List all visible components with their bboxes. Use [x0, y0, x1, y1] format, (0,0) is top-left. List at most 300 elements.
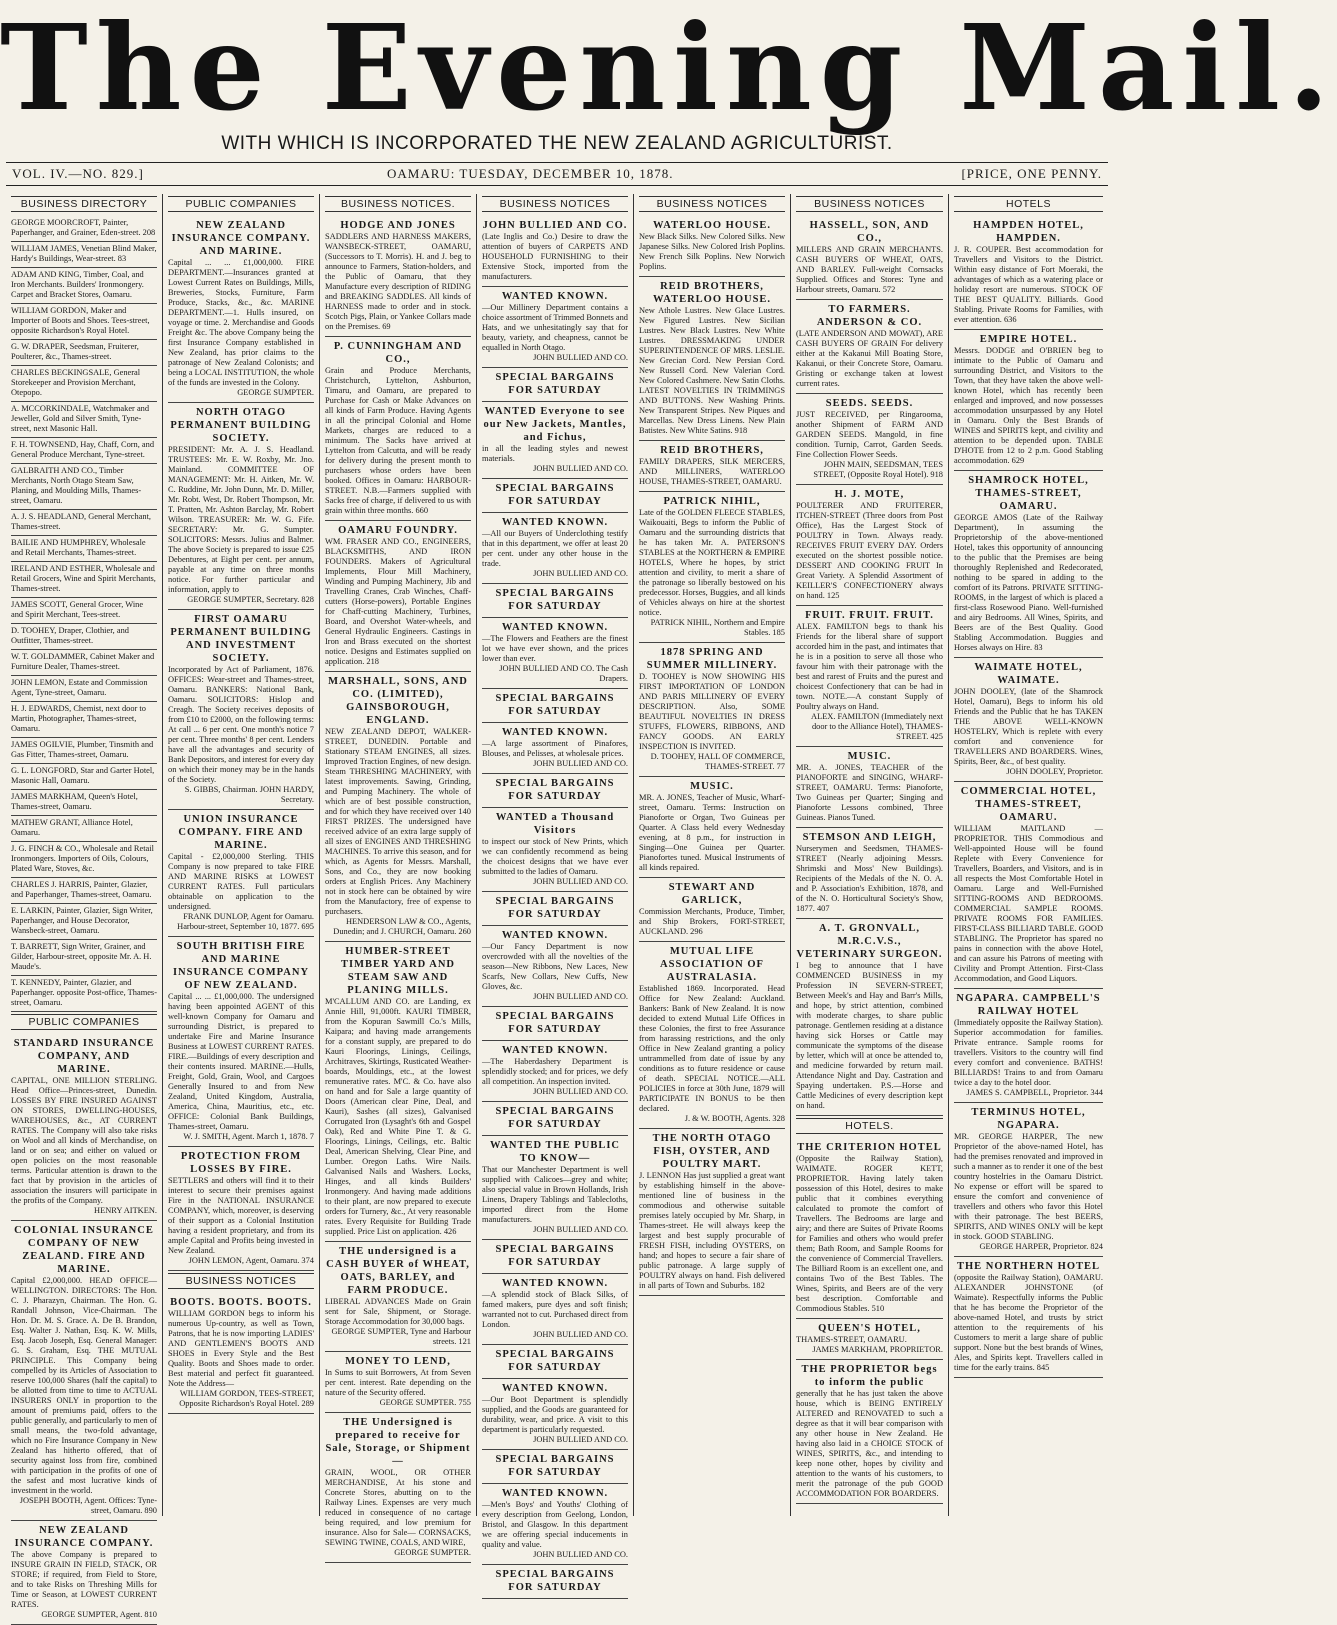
ad-title: BOOTS. BOOTS. BOOTS.	[170, 1297, 312, 1308]
ad-signature: JOHN DOOLEY, Proprietor.	[1006, 767, 1103, 776]
advertisement	[168, 937, 314, 1147]
ad-body: Nurserymen and Seedsmen, THAMES-STREET (Nearly adjoining Messrs. Shrimski and Moss' New Buildings). Recipients of the Medals of the N. O. A. and P. Association's Exhibition, 1878, and of the N. O. Horticultural Society's Show, 1877. 407	[796, 844, 943, 913]
volume-number: VOL. IV.—NO. 829.]	[12, 166, 144, 181]
advertisement	[639, 777, 785, 878]
ad-title: WANTED Everyone to see our New Jackets, Mantles, and Fichus,	[483, 406, 627, 443]
ad-title: SEEDS. SEEDS.	[825, 398, 914, 409]
ad-body: Capital - £2,000,000 Sterling. THIS Company is now prepared to take FIRE AND MARINE RISKS at LOWEST CURRENT RATES. Full particulars obtainable on application to the undersigned.	[168, 852, 314, 911]
advertisement	[482, 1041, 628, 1102]
ad-title: STANDARD INSURANCE COMPANY, AND MARINE.	[13, 1038, 155, 1075]
directory-entry	[11, 816, 157, 842]
ad-title: WANTED KNOWN.	[501, 930, 609, 941]
ad-body: JUST RECEIVED, per Ringarooma, another Shipment of FARM AND GARDEN SEEDS. Mangold, in fine condition. Turnip, Carrot, Garden Seeds. Fine Collection Flower Seeds.	[796, 410, 943, 459]
advertisement	[482, 892, 628, 926]
ad-title: QUEEN'S HOTEL,	[818, 1323, 921, 1334]
directory-entry-text: T. KENNEDY, Painter, Glazier, and Paperhanger. opposite Post-office, Thames-street, Oamaru.	[11, 978, 157, 1007]
ad-signature: GEORGE SUMPTER, Agent. 810	[41, 1610, 157, 1619]
directory-entry	[11, 940, 157, 976]
ad-title: MUSIC.	[847, 751, 892, 762]
ad-title: WAIMATE HOTEL, WAIMATE.	[974, 662, 1083, 686]
ad-body: CAPITAL, ONE MILLION STERLING. Head Office—Princes-street, Dunedin. LOSSES BY FIRE INSURED AGAINST ON STORES, DWELLING-HOUSES, WAREHOUSES, &c., AT CURRENT RATES. The Company will also take risks on Wool and all kinds of Merchandise, on land or on sea; and either on valued or open policies on the most reasonable terms. Particular attention is drawn to the fact that by provision in the articles of association the insurers will participate in the profits of the Company.	[11, 1076, 157, 1205]
advertisement	[796, 300, 943, 394]
ad-signature: JAMES MARKHAM, PROPRIETOR.	[812, 1345, 943, 1354]
ad-title: EMPIRE HOTEL.	[979, 334, 1078, 345]
ad-signature: GEORGE SUMPTER. 755	[379, 1398, 471, 1407]
dateline	[12, 166, 1102, 182]
ad-body: Established 1869. Incorporated. Head Office for New Zealand: Auckland. Bankers: Bank of New Zealand. It is now decided to extend Mutual Life Offices in these Colonies, the first to free Assurance from harassing restrictions, and the only Office in New Zealand granting a policy untrammelled from date of issue by any conditions as to future residence or cause of death. SPECIAL NOTICE.—ALL POLICIES in force at 30th June, 1879 will PARTICIPATE IN BONUS to be then declared.	[639, 984, 785, 1113]
ad-title: SPECIAL BARGAINS FOR SATURDAY	[495, 1106, 615, 1130]
advertisement	[482, 287, 628, 368]
ad-body: That our Manchester Department is well supplied with Calicoes—grey and white; also special value in Brown Hollands, Irish Linens, Drapery Tablings and Tablecloths, imported direct from the Home manufacturers.	[482, 1165, 628, 1224]
issue-date: OAMARU: TUESDAY, DECEMBER 10, 1878.	[387, 166, 674, 181]
ad-title: WANTED THE PUBLIC TO KNOW—	[490, 1140, 620, 1164]
ad-signature: JOHN BULLIED AND CO. The Cash Drapers.	[499, 664, 628, 683]
ad-body: GEORGE AMOS (Late of the Railway Department), In assuming the Proprietorship of the above-mentioned Hotel, takes this opportunity of announcing to the public that the Premises are being thoroughly Replenished and Redecorated, nothing to be spared in adding to the comfort of its Patrons. PRIVATE SITTING-ROOMS, in the largest of which is placed a first-class Rosewood Piano. Well-furnished and airy Bedrooms. All Wines, Spirits, and Beers are of the Best Quality. Good Stabling Accommodation. Buggies and Horses always on Hire. 83	[954, 513, 1103, 652]
directory-entry-text: A. MCCORKINDALE, Watchmaker and Jeweller, Gold and Silver Smith, Tyne-street, next Masonic Hall.	[11, 404, 150, 433]
advertisement	[482, 689, 628, 723]
ad-signature: JAMES S. CAMPBELL, Proprietor. 344	[966, 1088, 1103, 1097]
directory-entry-text: W. T. GOLDAMMER, Cabinet Maker and Furniture Dealer, Thames-street.	[11, 652, 155, 671]
ad-title: PATRICK NIHIL,	[663, 496, 761, 507]
advertisement	[482, 1136, 628, 1240]
ad-body: WILLIAM GORDON begs to inform his numerous Up-country, as well as Town, Patrons, that he is now importing LADIES' AND GENTLEMEN'S BOOTS AND SHOES in Every Style and the Best Quality. Boots and Shoes made to order. Best material and perfect fit guaranteed. Note the Address—	[168, 1309, 314, 1388]
column-header: BUSINESS DIRECTORY	[11, 196, 157, 212]
ad-title: 1878 SPRING AND SUMMER MILLINERY.	[646, 647, 778, 671]
ad-body: MILLERS AND GRAIN MERCHANTS. CASH BUYERS OF WHEAT, OATS, AND BARLEY. Full-weight Cornsacks Supplied. Offices and Stores: Tyne and Harbour streets, Oamaru. 572	[796, 245, 943, 294]
ad-body: SETTLERS and others will find it to their interest to secure their premises against Fire in the NATIONAL INSURANCE COMPANY, which, moreover, is deserving of their support as a Colonial Institution having a resident proprietary, and from its ample Capital and Profits being invested in New Zealand.	[168, 1176, 314, 1255]
ad-title: STEMSON AND LEIGH,	[802, 832, 937, 843]
advertisement	[796, 216, 943, 300]
advertisement	[482, 1565, 628, 1599]
ad-body: Capital ... ... £1,000,000. FIRE DEPARTMENT.—Insurances granted at Lowest Current Rates on Buildings, Mills, Breweries, Stocks, Furniture, Farm Produce, Stacks, &c., &c. MARINE DEPARTMENT.—1. Hulls insured, on voyage or time. 2. Merchandise and Goods Freight &c. The above Company being the first Insurance Company established in New Zealand, has prior claims to the patronage of New Zealand Colonists; and being a LOCAL INSTITUTION, the whole of the funds are invested in the Colony.	[168, 258, 314, 387]
advertisement	[325, 942, 471, 1242]
ad-signature: JOHN BULLIED AND CO.	[533, 1087, 628, 1096]
directory-entry-text: D. TOOHEY, Draper, Clothier, and Outfitter, Thames-street.	[11, 626, 129, 645]
ad-signature: GEORGE SUMPTER.	[237, 388, 314, 397]
directory-entry-text: E. LARKIN, Painter, Glazier, Sign Writer, Paperhanger, and House Decorator, Wansbeck-street, Oamaru.	[11, 906, 153, 935]
column-hotels	[949, 194, 1108, 1516]
directory-entry-text: ADAM AND KING, Timber, Coal, and Iron Merchants. Builders' Ironmongery. Carpet and Bracket Stores, Oamaru.	[11, 270, 144, 299]
advertisement	[796, 919, 943, 1116]
ad-title: NGAPARA. CAMPBELL'S RAILWAY HOTEL	[956, 993, 1101, 1017]
ad-body: NEW ZEALAND DEPOT, WALKER-STREET, DUNEDIN. Portable and Stationary STEAM ENGINES, all sizes. Improved Traction Engines, of new design. Steam THRESHING MACHINERY, with latest improvements. Sawing, Grinding, and Pumping Machinery. The whole of which are of best possible construction, and for which they have received over 140 FIRST PRIZES. The undersigned have received advice of an extra large supply of all sizes of ENGINES AND THRESHING MACHINES. To arrive this season, and for which, as Agents for Messrs. Marshall, Sons, and Co., they are now booking orders at English Prices. Any Machinery not in stock here can be obtained by wire from the Manufactory, free of expense to purchasers.	[325, 727, 471, 916]
ad-body: (Late Inglis and Co.) Desire to draw the attention of buyers of CARPETS AND HOUSEHOLD FURNISHING to their Extensive Stock, imported from the manufacturers.	[482, 232, 628, 281]
ad-title: SPECIAL BARGAINS FOR SATURDAY	[495, 483, 615, 507]
ad-body: to inspect our stock of New Prints, which we can confidently recommend as being the choicest designs that we have ever submitted to the ladies of Oamaru.	[482, 837, 628, 876]
advertisement	[482, 479, 628, 513]
ad-body: Capital ... ... £1,000,000. The undersigned having been appointed AGENT of this well-known Company for Oamaru and surrounding District, is prepared to undertake Fire and Marine Insurance Business at LOWEST CURRENT RATES. FIRE.—Buildings of every description and their contents insured. MARINE.—Hulls, Freight, Gold, Grain, Wool, and Cargoes Generally Insured to and from New Zealand, United Kingdom, Australia, America, China, Mauritius, etc., etc. OFFICE: Colonial Bank Buildings, Thames-street, Oamaru.	[168, 992, 314, 1131]
ad-title: UNION INSURANCE COMPANY. FIRE AND MARINE.	[178, 814, 304, 851]
ad-title: SPECIAL BARGAINS FOR SATURDAY	[495, 693, 615, 717]
directory-entry	[11, 598, 157, 624]
advertisement	[325, 1242, 471, 1352]
ad-title: SPECIAL BARGAINS FOR SATURDAY	[495, 588, 615, 612]
ad-body: POULTERER AND FRUITERER, ITCHEN-STREET (Three doors from Post Office), Has the Largest Stock of POULTRY in Town. Always ready. RECEIVES FRUIT EVERY DAY. Orders executed on the shortest possible notice. DESSERT AND COOKING FRUIT In Great Variety. A Splendid Assortment of KEILLER'S CONFECTIONERY always on hand. 125	[796, 501, 943, 600]
ad-body: —Our Boot Department is splendidly supplied, and the Goods are guaranteed for durability, wear, and price. A visit to this department is particularly requested.	[482, 1395, 628, 1434]
ad-signature: HENDERSON LAW & CO., Agents, Dunedin; and J. CHURCH, Oamaru. 260	[333, 917, 471, 936]
ad-title: WANTED KNOWN.	[501, 1383, 609, 1394]
directory-entry	[11, 764, 157, 790]
directory-entry	[11, 510, 157, 536]
ad-body: ALEX. FAMILTON begs to thank his Friends for the liberal share of support accorded him in the past, and intimates that he is in a position to serve all those who favour him with their patronage with the best and rarest of Fruits and the purest and choicest Confectionery that can be had in town. NOTE.—A constant Supply of Poultry always on Hand.	[796, 622, 943, 711]
advertisement	[325, 1352, 471, 1413]
column-business-notices-2	[477, 194, 634, 1593]
ad-signature: W. J. SMITH, Agent. March 1, 1878. 7	[183, 1132, 314, 1141]
ad-body: The above Company is prepared to INSURE GRAIN IN FIELD, STACK, OR STORE; if required, from Field to Store, and to take Risks on Threshing Mills for Time or Season, at LOWEST CURRENT RATES.	[11, 1550, 157, 1609]
newspaper-subtitle: WITH WHICH IS INCORPORATED THE NEW ZEALAND AGRICULTURIST.	[221, 133, 893, 154]
advertisement	[482, 584, 628, 618]
ad-body: —The Flowers and Feathers are the finest lot we have ever shown, and the prices lower than ever.	[482, 634, 628, 663]
ad-title: NORTH OTAGO PERMANENT BUILDING SOCIETY.	[170, 407, 312, 444]
ad-signature: GEORGE SUMPTER, Tyne and Harbour streets. 121	[331, 1327, 471, 1346]
directory-entry	[11, 790, 157, 816]
ad-body: PRESIDENT: Mr. A. J. S. Headland. TRUSTEES: Mr. E. W. Roxby, Mr. Jno. Mainland. COMMITTEE OF MANAGEMENT: Mr. H. Aitken, Mr. W. C. Ruddine, Mr. John Dunn, Mr. D. Miller, Mr. Robt. West, Dr. Robert Thompson, Mr. T. Pratten, Mr. Ashton Barclay, Mr. Robert Wilson. TREASURER: Mr. W. G. Fife. SECRETARY: Mr. G. Sumpter. SOLICITORS: Messrs. Julius and Balmer. The above Society is prepared to issue £25 Debentures, at Eight per cent. per annum, payable at any time on three months notice. For further particular and information, apply to	[168, 445, 314, 594]
column-business-directory	[6, 194, 163, 1619]
ad-title: THE PROPRIETOR begs to inform the public	[801, 1364, 938, 1388]
ad-signature: J. & W. BOOTH, Agents. 328	[684, 1114, 785, 1123]
ad-body: Late of the GOLDEN FLEECE STABLES, Waikouaiti, Begs to inform the Public of Oamaru and the surrounding districts that he has taken Mr. A. PATERSON'S STABLES at the NORTHERN & EMPIRE HOTELS, Where he hopes, by strict attention and civility, to merit a share of the patronage so liberally bestowed on his predecessor. Horses, Buggies, and all kinds of Vehicles always on hire at the shortest notice.	[639, 508, 785, 617]
ad-body: LIBERAL ADVANCES Made on Grain sent for Sale, Shipment, or Storage. Storage Accommodation for 30,000 bags.	[325, 1297, 471, 1326]
ad-list	[954, 216, 1103, 1378]
directory-entry-text: CHARLES BECKINGSALE, General Storekeeper and Provision Merchant, Otepopo.	[11, 368, 141, 397]
ad-body: THAMES-STREET, OAMARU.	[796, 1335, 907, 1344]
ad-title: SPECIAL BARGAINS FOR SATURDAY	[495, 1244, 615, 1268]
ad-body: New Black Silks. New Colored Silks. New Japanese Silks. New Colored Irish Poplins. New French Silk Poplins. New Norwich Poplins.	[639, 232, 785, 271]
directory-entry-text: IRELAND AND ESTHER, Wholesale and Retail Grocers, Wine and Spirit Merchants, Thames-street.	[11, 564, 156, 593]
ad-body: generally that he has just taken the above house, which is BEING ENTIRELY ALTERED and RENOVATED to such a degree as that it will bear comparison with any other house in New Zealand. He having also laid in a CHOICE STOCK of WINES, SPIRITS, &c., and intending to keep none other, hopes by civility and attention to the wants of his customers, to merit the patronage of the pub GOOD ACCOMMODATION FOR BOARDERS.	[796, 1389, 943, 1498]
ad-body: MR. A. JONES, TEACHER of the PIANOFORTE and SINGING, WHARF-STREET, OAMARU. Terms: Pianoforte, Two Guineas per Quarter; Singing and Pianoforte Lessons combined, Three Guineas. Pianos Tuned.	[796, 763, 943, 822]
ad-signature: S. GIBBS, Chairman. JOHN HARDY, Secretary.	[184, 785, 314, 804]
directory-entry-text: WILLIAM GORDON, Maker and Importer of Boots and Shoes. Tees-street, opposite Richardson's Royal Hotel.	[11, 306, 150, 335]
ad-title: SOUTH BRITISH FIRE AND MARINE INSURANCE COMPANY OF NEW ZEALAND.	[172, 941, 310, 991]
ad-body: —All our Buyers of Underclothing testify that in this department, we offer at least 20 per cent. under any other house in the trade.	[482, 529, 628, 568]
ad-body: —The Haberdashery Department is splendidly stocked; and for prices, we defy all competition. An inspection invited.	[482, 1057, 628, 1086]
column-header: BUSINESS NOTICES	[482, 196, 628, 212]
ad-title: SPECIAL BARGAINS FOR SATURDAY	[495, 1454, 615, 1478]
advertisement	[168, 1293, 314, 1414]
advertisement	[639, 492, 785, 643]
ad-title: SPECIAL BARGAINS FOR SATURDAY	[495, 1349, 615, 1373]
advertisement	[325, 672, 471, 942]
ad-signature: GEORGE SUMPTER, Secretary. 828	[187, 595, 314, 604]
advertisement	[639, 277, 785, 441]
ad-body: J. R. COUPER. Best accommodation for Travellers and Visitors to the District. Within easy distance of Fort Moeraki, the advantages of which as a watering place or holiday resort are numerous. STOCK OF THE BEST QUALITY. Billiards. Good Stabling. Private Rooms for Families, with ever attention. 636	[954, 245, 1103, 324]
masthead-rule	[6, 162, 1108, 163]
ad-body: Messrs. DODGE and O'BRIEN beg to intimate to the Public of Oamaru and surrounding District, and Visitors to the Town, that they have taken the above well-known Hotel, which has recently been enlarged and improved, and now possesses accommodation unsurpassed by any Hotel in Oamaru. Only the Best Brands of WINES and SPIRITS kept, and civility and attention to be depended upon. TABLE D'HOTE from 12 to 2 p.m. Good Stabling accommodation. 629	[954, 346, 1103, 465]
advertisement	[639, 942, 785, 1129]
ad-title: MONEY TO LEND,	[345, 1356, 451, 1367]
ad-signature: WILLIAM GORDON, TEES-STREET, Opposite Richardson's Royal Hotel. 289	[179, 1389, 314, 1408]
ad-list	[796, 216, 943, 1116]
ad-title: SPECIAL BARGAINS FOR SATURDAY	[495, 1569, 615, 1593]
directory-entry-text: BAILIE AND HUMPHREY, Wholesale and Retail Merchants, Thames-street.	[11, 538, 146, 557]
ad-body: JOHN DOOLEY, (late of the Shamrock Hotel, Oamaru), Begs to inform his old Friends and the Public that he has TAKEN THE ABOVE WELL-KNOWN HOSTELRY, Which is replete with every comfort and convenience for TRAVELLERS AND BOARDERS. Wines, Spirits, Beer, &c., of best quality.	[954, 687, 1103, 766]
ad-title: P. CUNNINGHAM AND CO.,	[333, 341, 463, 365]
advertisement	[482, 1102, 628, 1136]
ad-signature: ALEX. FAMILTON (Immediately next door to the Alliance Hotel), THAMES-STREET. 425	[811, 712, 943, 741]
advertisement	[639, 1129, 785, 1296]
advertisement	[325, 1413, 471, 1563]
ad-body: FAMILY DRAPERS, SILK MERCERS, AND MILLINERS, WATERLOO HOUSE, THAMES-STREET, OAMARU.	[639, 457, 785, 486]
ad-body: (Immediately opposite the Railway Station). Superior accommodation for families. Private entrance. Sample rooms for travellers. Visitors to the country will find every comfort and convenience. BATHS! BILLIARDS! Trains to and from Oamaru twice a day to the hotel door.	[954, 1018, 1103, 1087]
column-header: PUBLIC COMPANIES	[11, 1014, 157, 1030]
ad-signature: JOHN BULLIED AND CO.	[533, 1550, 628, 1559]
advertisement	[482, 1345, 628, 1379]
advertisement	[168, 1147, 314, 1271]
ad-body: —Men's Boys' and Youths' Clothing of every description from Geelong, London, Bristol, and Glasgow. In this department we are offering special inducements in quality and value.	[482, 1500, 628, 1549]
advertisement	[482, 808, 628, 892]
advertisement	[639, 216, 785, 277]
ad-body: Commission Merchants, Produce, Timber, and Ship Brokers, FORT-STREET, AUCKLAND. 296	[639, 907, 785, 936]
column-header: BUSINESS NOTICES	[796, 196, 943, 212]
ad-body: GRAIN, WOOL, OR OTHER MERCHANDISE, At his stone and Concrete Stores, abutting on to the Railway Lines. Expenses are very much reduced in consequence of no cartage being required, and low premium for insurance. Also for Sale— CORNSACKS, SEWING TWINE, COALS, AND WIRE,	[325, 1468, 471, 1547]
ad-body: J. LENNON Has just supplied a great want by establishing himself in the above-mentioned line of business in the commodious and otherwise suitable premises lately occupied by Mr. Sharp, in Thames-street. He will always keep the largest and best supply procurable of FRESH FISH, including OYSTERS, on hand; and hopes to secure a fair share of public patronage. A large supply of POULTRY always on hand. Fish delivered in all parts of Town and Suburbs. 182	[639, 1171, 785, 1290]
ad-list	[482, 216, 628, 1599]
advertisement	[954, 471, 1103, 658]
ad-list	[168, 216, 314, 1271]
ad-body: —A large assortment of Pinafores, Blouses, and Pelisses, at wholesale prices.	[482, 739, 628, 758]
newspaper-title: The Evening Mail.	[0, 0, 1337, 137]
column-business-notices-3	[634, 194, 791, 1516]
ad-title: REID BROTHERS,	[660, 445, 764, 456]
advertisement	[954, 658, 1103, 782]
ad-signature: JOHN BULLIED AND CO.	[533, 464, 628, 473]
ad-title: HUMBER-STREET TIMBER YARD AND STEAM SAW AND PLANING MILLS.	[341, 946, 455, 996]
directory-entry	[11, 464, 157, 510]
directory-entry	[11, 842, 157, 878]
ad-list	[639, 216, 785, 1296]
ad-body: M'CALLUM AND CO. are Landing, ex Annie Hill, 91,000ft. KAURI TIMBER, from the Kopuran Sawmill Co.'s Mills, Kaipara; and having made arrangements for a constant supply, are prepared to do Kauri Floorings, Linings, Ceilings, Architraves, Skirtings, Rusticated Weather-boards, Mouldings, etc., at the lowest remunerative rates. M'C. & Co. have also on hand and for Sale a large quantity of Doors (American clear Pine, Deal, and Kauri), Sashes (all sizes), Galvanised Corrugated Iron (Lysaght's 6th and Gospel Oak), Red and White Pine T. & G. Floorings, Linings, Ceilings, etc. Baltic Deal, American Shelving, Clear Pine, and Lumber. Oregon Laths. Wire Nails. Galvanised Nails and Washers. Locks, Hinges, and all kinds Builders' Ironmongery. And having made additions to their plant, are now prepared to execute orders for Turnery, &c., At very reasonable rates. Every Requisite for Building Trade supplied. Price List on application. 426	[325, 997, 471, 1236]
directory-entry-text: WILLIAM JAMES, Venetian Blind Maker, Hardy's Buildings, Wear-street. 83	[11, 244, 157, 263]
ad-list	[325, 216, 471, 1563]
ad-title: WANTED KNOWN.	[501, 727, 609, 738]
directory-entry-text: J. G. FINCH & CO., Wholesale and Retail Ironmongers. Importers of Oils, Colours, Plated Ware, Stoves, &c.	[11, 844, 154, 873]
ad-body: Capital £2,000,000. HEAD OFFICE—WELLINGTON. DIRECTORS: The Hon. C. J. Pharazyn, Chairman. The Hon. G. Randall Johnson, Vice-Chairman. The Hon. Dr. M. S. Grace. A. De B. Brandon, Esq. Walter J. Nathan, Esq. K. W. Mills, Esq. Jacob Joseph, Esq. General Manager: G. S. Graham, Esq. THE MUTUAL PRINCIPLE. This Company being compelled by its Articles of Association to reserve 100,000 Shares (half the capital) to be allotted from time to time to ACTUAL INSURERS ONLY in proportion to the amount of premiums paid, offers to the public generally, and particularly to men of small means, the two-fold advantage, which no Fire Insurance Company in New Zealand has hitherto offered, that of security against loss from fire, combined with participation in the profits of one of the safest and most lucrative kinds of investment in the world.	[11, 1276, 157, 1495]
ad-signature: JOHN BULLIED AND CO.	[533, 877, 628, 886]
advertisement	[325, 521, 471, 672]
directory-entry	[11, 304, 157, 340]
directory-entry-text: F. H. TOWNSEND, Hay, Chaff, Corn, and General Produce Merchant, Tyne-street.	[11, 440, 155, 459]
ad-signature: JOHN BULLIED AND CO.	[533, 569, 628, 578]
advertisement	[796, 747, 943, 828]
ad-body: (Opposite the Railway Station), WAIMATE. ROGER KETT, PROPRIETOR. Having lately taken possession of this Hotel, desires to make public that it combines everything calculated to promote the comfort of Travellers. The Bedrooms are large and airy; and there are Suites of Private Rooms for Families and others who would prefer them; Bath Room, and Sample Rooms for the convenience of Commercial Travellers. The Billiard Room is an excellent one, and contains Two of the Best Tables. The Wines, Spirits, and Beers are of the very best description. Comfortable and Commodious Stables. 510	[796, 1154, 943, 1313]
ad-body: MR. GEORGE HARPER, The new Proprietor of the above-named Hotel, has had the premises renovated and improved in such a manner as to render it one of the best country hostelries in the Oamaru District. No expense or effort will be spared to ensure the comfort and convenience of travellers and others who favor this Hotel with their patronage. The best BEERS, SPIRITS, AND WINES ONLY will be kept in stock. GOOD STABLING.	[954, 1132, 1103, 1241]
ad-title: THE NORTHERN HOTEL	[956, 1261, 1101, 1272]
ad-title: OAMARU FOUNDRY.	[338, 525, 458, 536]
ad-body: D. TOOHEY is NOW SHOWING HIS FIRST IMPORTATION OF LONDON AND PARIS MILLINERY OF EVERY DESCRIPTION. Also, SOME BEAUTIFUL NOVELTIES IN DRESS STUFFS, FLOWERS, RIBBONS, AND FANCY GOODS. AN EARLY INSPECTION IS INVITED.	[639, 672, 785, 751]
ad-body: New Athole Lustres. New Glace Lustres. New Figured Lustres. New Sicilian Lustres. New Black Lustres. New White Lustres. DRESSMAKING UNDER SUPERINTENDENCE OF MRS. LESLIE. New Grecian Cord. New Persian Cord. New Russell Cord. New Valerian Cord. New Colored Cashmere. New Satin Cloths. LATEST NOVELTIES IN TRIMMINGS AND BUTTONS. New Washing Prints. New Transparent Stripes. New Piques and Marcellas. New Dress Linens. New Plain Batistes. New White Satins. 918	[639, 306, 785, 435]
ad-title: COMMERCIAL HOTEL, THAMES-STREET, OAMARU.	[960, 786, 1097, 823]
ad-title: SPECIAL BARGAINS FOR SATURDAY	[495, 372, 615, 396]
column-header: BUSINESS NOTICES.	[325, 196, 471, 212]
advertisement	[482, 774, 628, 808]
ad-title: COLONIAL INSURANCE COMPANY OF NEW ZEALAND. FIRE AND MARINE.	[14, 1225, 154, 1275]
advertisement	[639, 643, 785, 777]
ad-signature: GEORGE HARPER, Proprietor. 824	[979, 1242, 1103, 1251]
ad-signature: HENRY AITKEN.	[94, 1206, 157, 1215]
directory-entry-text: G. L. LONGFORD, Star and Garter Hotel, Masonic Hall, Oamaru.	[11, 766, 155, 785]
directory-entry-text: G. W. DRAPER, Seedsman, Fruiterer, Poulterer, &c., Thames-street.	[11, 342, 139, 361]
column-business-notices-4	[791, 194, 949, 1516]
ad-title: THE NORTH OTAGO FISH, OYSTER, AND POULTRY MART.	[652, 1133, 772, 1170]
ad-title: WANTED KNOWN.	[501, 517, 609, 528]
ad-signature: JOHN MAIN, SEEDSMAN, TEES STREET, (Opposite Royal Hotel). 918	[813, 460, 943, 479]
advertisement	[639, 878, 785, 942]
ad-signature: JOHN BULLIED AND CO.	[533, 1330, 628, 1339]
advertisement	[11, 1034, 157, 1221]
ad-title: WANTED KNOWN.	[501, 1045, 609, 1056]
ad-title: SPECIAL BARGAINS FOR SATURDAY	[495, 896, 615, 920]
ad-signature: JOHN BULLIED AND CO.	[533, 759, 628, 768]
ad-title: SPECIAL BARGAINS FOR SATURDAY	[495, 1011, 615, 1035]
advertisement	[168, 216, 314, 403]
masthead	[0, 0, 1337, 181]
directory-entry-text: JAMES SCOTT, General Grocer, Wine and Spirit Merchant, Tees-street.	[11, 600, 144, 619]
ad-title: REID BROTHERS, WATERLOO HOUSE.	[652, 281, 772, 305]
directory-entry-text: JAMES OGILVIE, Plumber, Tinsmith and Gas Fitter, Thames-street, Oamaru.	[11, 740, 154, 759]
directory-entry	[11, 738, 157, 764]
directory-entry-text: GALBRAITH AND CO., Timber Merchants, North Otago Steam Saw, Planing, and Moulding Mills, Thames-street, Oamaru.	[11, 466, 142, 505]
ad-title: WATERLOO HOUSE.	[652, 220, 772, 231]
ad-body: MR. A. JONES, Teacher of Music, Wharf-street, Oamaru. Terms: Instruction on Pianoforte or Organ, Two Guineas per Quarter. A Class held every Wednesday evening, at 8 p.m., for instruction in Singing—One Guinea per Quarter. Pianofortes tuned. Musical Instruments of all kinds repaired.	[639, 793, 785, 872]
advertisement	[325, 337, 471, 521]
ad-title: THE Undersigned is prepared to receive for Sale, Storage, or Shipment—	[325, 1417, 471, 1467]
advertisement	[482, 513, 628, 584]
advertisement	[11, 1221, 157, 1521]
column-header: HOTELS.	[796, 1118, 943, 1134]
advertisement	[482, 1007, 628, 1041]
ad-title: TERMINUS HOTEL, NGAPARA.	[971, 1107, 1086, 1131]
directory-entry-text: T. BARRETT, Sign Writer, Grainer, and Gilder, Harbour-street, opposite Mr. A. H. Maude's.	[11, 942, 152, 971]
ad-signature: D. TOOHEY, HALL OF COMMERCE, THAMES-STREET. 77	[650, 752, 785, 771]
advertisement	[325, 216, 471, 337]
directory-entry-text: JOHN LEMON, Estate and Commission Agent, Tyne-street, Oamaru.	[11, 678, 148, 697]
ad-body: WILLIAM MAITLAND — PROPRIETOR. THIS Commodious and Well-appointed House will be found Replete with Every Convenience for Travellers, Boarders, and Visitors, and is in all respects the Most Comfortable Hotel in Oamaru. Large and Well-Furnished SITTING-ROOMS AND BEDROOMS. COMMERCIAL SAMPLE ROOMS. PRIVATE ROOMS FOR FAMILIES. FIRST-CLASS BILLIARD TABLE. GOOD STABLING. The Proprietor has spared no pains in connection with the above Hotel, and can assure his Patrons of meeting with Civility and Prompt Attention. First-Class Accommodation, and Good Liquors.	[954, 824, 1103, 983]
ad-signature: JOHN BULLIED AND CO.	[533, 992, 628, 1001]
directory-entry-text: GEORGE MOORCROFT, Painter, Paperhanger, and Grainer, Eden-street. 208	[11, 218, 156, 237]
directory-entry	[11, 268, 157, 304]
advertisement	[954, 1103, 1103, 1257]
directory-entry-text: CHARLES J. HARRIS, Painter, Glazier, and Paperhanger, Thames-street, Oamaru.	[11, 880, 152, 899]
ad-title: WANTED KNOWN.	[501, 291, 609, 302]
advertisement	[954, 1257, 1103, 1378]
ad-title: WANTED a Thousand Visitors	[495, 812, 615, 836]
ad-signature: PATRICK NIHIL, Northern and Empire Stables. 185	[650, 618, 785, 637]
column-header: HOTELS	[954, 196, 1103, 212]
ad-title: WANTED KNOWN.	[501, 622, 609, 633]
directory-entry-text: H. J. EDWARDS, Chemist, next door to Martin, Photographer, Thames-street, Oamaru.	[11, 704, 146, 733]
ad-signature: FRANK DUNLOP, Agent for Oamaru. Harbour-street, September 10, 1877. 695	[177, 912, 314, 931]
column-header: BUSINESS NOTICES	[639, 196, 785, 212]
advertisement	[482, 1274, 628, 1345]
advertisement	[482, 723, 628, 774]
ad-title: H. J. MOTE,	[834, 489, 905, 500]
directory-entry	[11, 340, 157, 366]
directory-entry-text: MATHEW GRANT, Alliance Hotel, Oamaru.	[11, 818, 133, 837]
ad-body: Incorporated by Act of Parliament, 1876. OFFICES: Wear-street and Thames-street, Oamaru. BANKERS: National Bank, Oamaru. SOLICITORS: Hislop and Creagh. The Society receives deposits of from £10 to £2000, on the following terms: At call ... 6 per cent. One month's notice 7 per cent. Three months' 8 per cent. Lenders have all the advantages and security of Bank Depositors, and interest for every day on which their money may be in the hands of the Society.	[168, 665, 314, 784]
ad-title: MARSHALL, SONS, AND CO. (LIMITED), GAINSBOROUGH, ENGLAND.	[328, 676, 468, 726]
advertisement	[168, 810, 314, 937]
ad-signature: JOHN LEMON, Agent, Oamaru. 374	[188, 1256, 314, 1265]
ad-title: NEW ZEALAND INSURANCE COMPANY.	[14, 1525, 154, 1549]
ad-body: —Our Fancy Department is now overcrowded with all the novelties of the season—New Ribbons, New Laces, New Scarfs, New Collars, New Cuffs, New Gloves, &c.	[482, 942, 628, 991]
ad-title: STEWART AND GARLICK,	[668, 882, 756, 906]
ad-body: in all the leading styles and newest materials.	[482, 444, 628, 463]
ad-title: THE CRITERION HOTEL	[797, 1142, 942, 1153]
ad-title: MUTUAL LIFE ASSOCIATION OF AUSTRALASIA.	[660, 946, 764, 983]
ad-title: NEW ZEALAND INSURANCE COMPANY. AND MARINE.	[171, 220, 311, 257]
directory-entry	[11, 438, 157, 464]
ad-body: I beg to announce that I have COMMENCED BUSINESS in my Profession IN SEVERN-STREET, Between Meek's and Hay and Barr's Mills, and hope, by strict attention, combined with moderate charges, to share public patronage. Gentlemen residing at a distance having sick Horses or Cattle may communicate the symptoms of the disease by letter, which will at once be attended to, and medicine forwarded by return mail. Attendance Night and Day. Castration and Spaying undertaken. P.S.—Horse and Cattle Medicines of every description kept on hand.	[796, 961, 943, 1110]
column-header: BUSINESS NOTICES	[168, 1273, 314, 1289]
directory-entry-text: A. J. S. HEADLAND, General Merchant, Thames-street.	[11, 512, 152, 531]
advertisement	[482, 216, 628, 287]
ad-title: FIRST OAMARU PERMANENT BUILDING AND INVESTMENT SOCIETY.	[170, 614, 312, 664]
directory-entry	[11, 242, 157, 268]
directory-entry	[11, 536, 157, 562]
advertisement	[954, 330, 1103, 471]
advertisement	[482, 926, 628, 1007]
ad-title: THE undersigned is a CASH BUYER of WHEAT, OATS, BARLEY, and FARM PRODUCE.	[326, 1246, 470, 1296]
ad-title: TO FARMERS. ANDERSON & CO.	[816, 304, 923, 328]
ad-list	[796, 1138, 943, 1504]
ad-title: HASSELL, SON, AND CO.,	[809, 220, 930, 244]
advertisement	[954, 782, 1103, 989]
directory-entry	[11, 366, 157, 402]
advertisement	[482, 1450, 628, 1484]
directory-entry-text: JAMES MARKHAM, Queen's Hotel, Thames-street, Oamaru.	[11, 792, 138, 811]
ad-title: SHAMROCK HOTEL, THAMES-STREET, OAMARU.	[968, 475, 1089, 512]
directory-entry	[11, 402, 157, 438]
ad-title: MUSIC.	[690, 781, 734, 792]
directory-entry	[11, 216, 157, 242]
advertisement	[168, 403, 314, 610]
ad-title: HAMPDEN HOTEL, HAMPDEN.	[973, 220, 1084, 244]
ad-title: A. T. GRONVALL, M.R.C.V.S., VETERINARY SURGEON.	[796, 923, 943, 960]
ad-body: WM. FRASER AND CO., ENGINEERS, BLACKSMITHS, AND IRON FOUNDERS. Makers of Agricultural Implements, Flour Mill Machinery, Winding and Pumping Machinery, Jib and Travelling Cranes, Crab Winches, Chaff-cutters (Horse-powers), Portable Engines for Chaff-cutting Machinery, Turbines, Board, and Overshot Water-wheels, and General Hydraulic Engineers. Castings in Iron and Brass executed on the shortest notice. Designs and Estimates supplied on application. 218	[325, 537, 471, 666]
advertisement	[796, 828, 943, 919]
issue-price: [PRICE, ONE PENNY.	[961, 166, 1102, 181]
advertisement	[796, 485, 943, 606]
column-business-notices-1	[320, 194, 477, 1557]
ad-title: HODGE AND JONES	[340, 220, 456, 231]
advertisement	[639, 441, 785, 492]
ad-signature: JOHN BULLIED AND CO.	[533, 1435, 628, 1444]
column-public-companies	[163, 194, 320, 1516]
advertisement	[482, 1240, 628, 1274]
directory-list	[11, 216, 157, 1012]
advertisement	[796, 394, 943, 485]
advertisement	[796, 606, 943, 747]
columns	[6, 194, 1108, 1619]
advertisement	[796, 1319, 943, 1360]
directory-entry	[11, 878, 157, 904]
ad-body: In Sums to suit Borrowers, At from Seven per cent. interest. Rate depending on the nature of the Security offered.	[325, 1368, 471, 1397]
advertisement	[482, 618, 628, 689]
ad-title: WANTED KNOWN.	[501, 1488, 609, 1499]
directory-entry	[11, 562, 157, 598]
advertisement	[796, 1138, 943, 1319]
ad-title: PROTECTION FROM LOSSES BY FIRE.	[180, 1151, 302, 1175]
ad-body: —A splendid stock of Black Silks, of famed makers, pure dyes and soft finish; warranted not to cut. Purchased direct from London.	[482, 1290, 628, 1329]
directory-entry	[11, 904, 157, 940]
ad-body: (opposite the Railway Station), OAMARU. ALEXANDER JOHNSTONE (of Waimate). Respectfully informs the Public that he has become the Proprietor of the above-named Hotel, and trusts by strict attention to the requirements of his Customers to merit a large share of public support. None but the best brands of Wines, Ales, and Spirits kept. Travellers called in time for the early trains. 845	[954, 1273, 1103, 1372]
advertisement	[482, 368, 628, 402]
directory-entry	[11, 624, 157, 650]
directory-entry	[11, 650, 157, 676]
ad-body: Grain and Produce Merchants, Christchurch, Lyttelton, Ashburton, Timaru, and Oamaru, are prepared to Purchase for Cash or Make Advances on all kinds of Farm Produce. Having Agents in all the principal Colonial and Home Markets, charges are reduced to a minimum. The Sacks have arrived at Lyttelton from Calcutta, and will be ready for delivery during the present month to purchasers whose orders have been booked. Offices in Oamaru: HARBOUR-STREET. N.B.—Farmers supplied with Sacks free of charge, if delivered to us with grain within three months. 660	[325, 366, 471, 515]
advertisement	[954, 216, 1103, 330]
